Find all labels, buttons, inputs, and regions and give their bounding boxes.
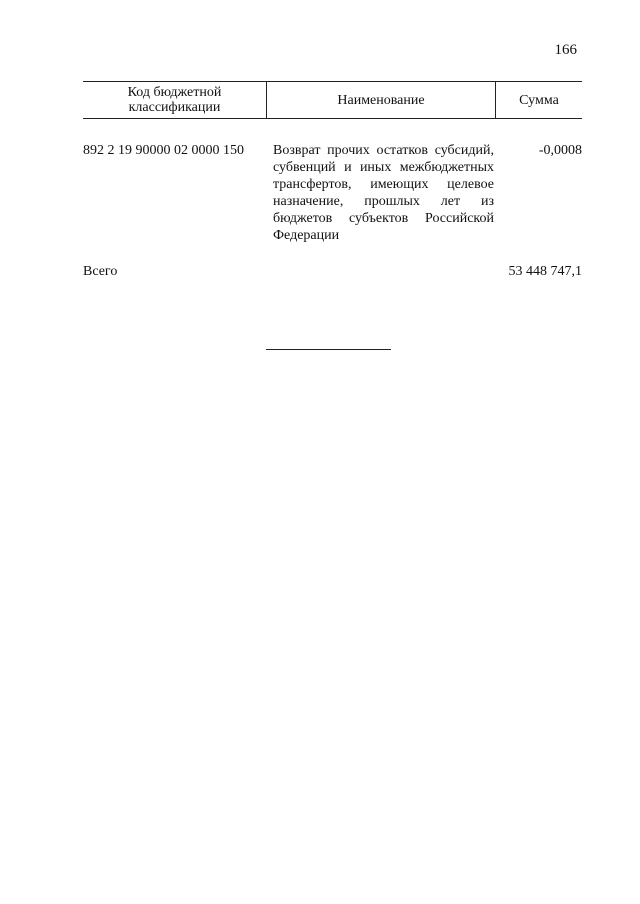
header-name: Наименование [267,82,496,118]
end-divider [266,349,391,350]
row-code: 892 2 19 90000 02 0000 150 [83,143,244,158]
total-label: Всего [83,264,118,279]
total-sum: 53 448 747,1 [508,264,582,279]
row-sum: -0,0008 [538,143,582,158]
header-code: Код бюджетной классификации [83,82,267,118]
table-row [83,142,582,244]
page-number: 166 [554,42,577,58]
table-header [83,81,582,119]
row-name: Возврат прочих остатков субсидий, субвенций и иных межбюджетных трансфертов, имеющих целевое назначение, прошлых лет из бюджетов субъектов Российской Федерации [273,143,494,243]
header-sum: Сумма [519,92,559,108]
total-row [83,264,582,280]
